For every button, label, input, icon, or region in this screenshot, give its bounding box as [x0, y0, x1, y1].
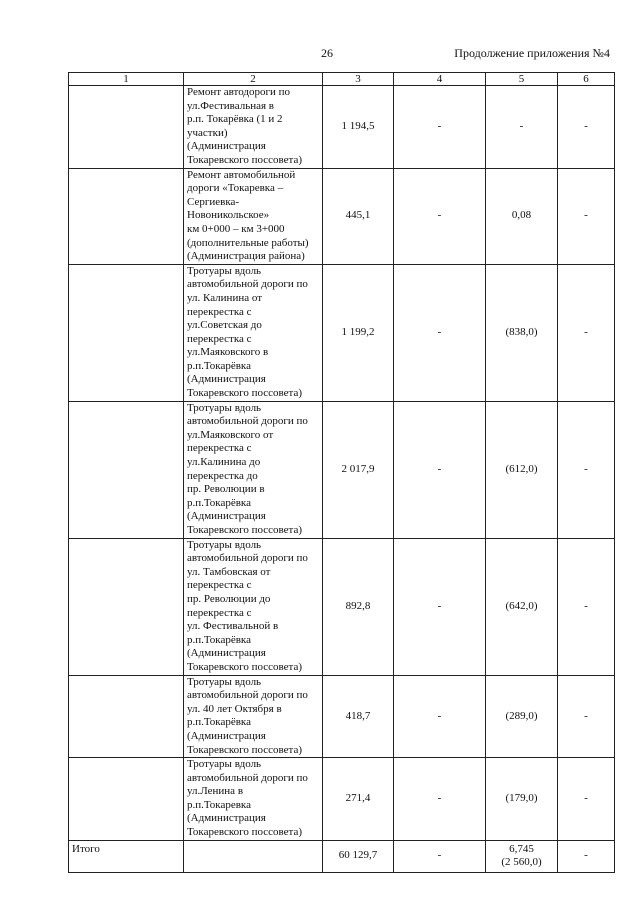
row-description — [184, 758, 323, 841]
row-value-c3: 271,4 — [323, 758, 394, 841]
row-value-c5: 0,08 — [486, 168, 558, 264]
row-value-c6: - — [558, 758, 615, 841]
table-row — [69, 264, 615, 401]
table-row — [69, 168, 615, 264]
table-row — [69, 758, 615, 841]
row-value-c6: - — [558, 264, 615, 401]
description-line: автомобильной дороги по — [187, 771, 308, 784]
table-body — [69, 86, 615, 841]
row-value-c3: 1 194,5 — [323, 86, 394, 169]
description-line: автомобильной дороги по — [187, 552, 308, 565]
column-header-1: 1 — [69, 73, 184, 86]
row-value-c4: - — [394, 264, 486, 401]
description-line: Новоникольское» — [187, 209, 270, 222]
total-column-6: - — [558, 840, 615, 872]
description-line: Токаревского поссовета) — [187, 153, 303, 166]
description-line: ул.Маяковского в — [187, 346, 269, 359]
description-line: (Администрация — [187, 647, 266, 660]
description-line: р.п.Токаревка — [187, 798, 251, 811]
description-line: перекрестка с — [187, 442, 252, 455]
description-line: Токаревского поссовета) — [187, 387, 303, 400]
description-line: Токаревского поссовета) — [187, 743, 303, 756]
row-value-c3: 418,7 — [323, 675, 394, 758]
column-header-2: 2 — [184, 73, 323, 86]
description-line: ул.Калинина до — [187, 456, 261, 469]
row-description — [184, 538, 323, 675]
description-line: ул. Калинина от — [187, 291, 263, 304]
description-line: (Администрация района) — [187, 250, 305, 263]
description-line: Сергиевка- — [187, 195, 240, 208]
description-line: участки) — [187, 126, 228, 139]
row-value-c6: - — [558, 86, 615, 169]
description-line: (дополнительные работы) — [187, 236, 309, 249]
row-description — [184, 168, 323, 264]
description-line: (Администрация — [187, 812, 266, 825]
description-line: ул. Тамбовская от — [187, 565, 271, 578]
description-line: Ремонт автомобильной — [187, 168, 296, 181]
description-line: перекрестка до — [187, 469, 258, 482]
description-line: (Администрация — [187, 373, 266, 386]
row-empty-cell — [69, 264, 184, 401]
total-column-4: - — [394, 840, 486, 872]
description-line: Тротуары вдоль — [187, 401, 262, 414]
description-line: ул.Советская до — [187, 319, 262, 332]
description-line: перекрестка с — [187, 305, 252, 318]
description-line: Токаревского поссовета) — [187, 660, 303, 673]
description-line: Ремонт автодороги по — [187, 86, 291, 98]
description-line: ул.Фестивальная в — [187, 99, 274, 112]
description-line: (Администрация — [187, 510, 266, 523]
description-line: (Администрация — [187, 140, 266, 153]
table-row — [69, 538, 615, 675]
row-description — [184, 86, 323, 169]
description-line: пр. Революции в — [187, 483, 265, 496]
table-row — [69, 675, 615, 758]
row-description — [184, 264, 323, 401]
description-line: ул. Фестивальной в — [187, 620, 279, 633]
row-description — [184, 401, 323, 538]
column-header-3: 3 — [323, 73, 394, 86]
row-value-c6: - — [558, 401, 615, 538]
description-line: р.п. Токарёвка (1 и 2 — [187, 113, 283, 126]
description-line: перекрестка с — [187, 606, 252, 619]
row-value-c5: - — [486, 86, 558, 169]
description-line: р.п.Токарёвка — [187, 359, 251, 372]
description-line: ул. 40 лет Октября в — [187, 702, 282, 715]
total-row — [69, 840, 615, 872]
row-value-c3: 445,1 — [323, 168, 394, 264]
appendix-continuation-note: Продолжение приложения №4 — [454, 46, 610, 60]
row-value-c4: - — [394, 86, 486, 169]
row-empty-cell — [69, 401, 184, 538]
row-value-c5: (642,0) — [486, 538, 558, 675]
description-line: Тротуары вдоль — [187, 758, 262, 771]
description-line: Тротуары вдоль — [187, 264, 262, 277]
row-value-c5: (179,0) — [486, 758, 558, 841]
description-line: автомобильной дороги по — [187, 415, 308, 428]
total-label: Итого — [69, 840, 184, 872]
row-empty-cell — [69, 538, 184, 675]
description-line: ул.Ленина в — [187, 785, 244, 798]
description-line: км 0+000 – км 3+000 — [187, 222, 285, 235]
table-row — [69, 86, 615, 169]
row-value-c4: - — [394, 401, 486, 538]
row-empty-cell — [69, 675, 184, 758]
description-line: дороги «Токаревка – — [187, 182, 284, 195]
total-column-5 — [486, 840, 558, 872]
total-column-5-line-1: 6,745 — [509, 843, 534, 856]
description-line: Тротуары вдоль — [187, 538, 262, 551]
row-value-c5: (289,0) — [486, 675, 558, 758]
description-line: ул.Маяковского от — [187, 428, 274, 441]
description-line: Тротуары вдоль — [187, 675, 262, 688]
description-line: автомобильной дороги по — [187, 689, 308, 702]
description-line: р.п.Токарёвка — [187, 496, 251, 509]
row-value-c5: (838,0) — [486, 264, 558, 401]
total-column-5-line-2: (2 560,0) — [501, 856, 542, 869]
column-number-row — [69, 73, 615, 86]
row-value-c3: 1 199,2 — [323, 264, 394, 401]
description-line: р.п.Токарёвка — [187, 716, 251, 729]
description-line: (Администрация — [187, 729, 266, 742]
row-empty-cell — [69, 86, 184, 169]
page-number: 26 — [321, 46, 333, 60]
row-empty-cell — [69, 168, 184, 264]
description-line: пр. Революции до — [187, 592, 271, 605]
row-value-c4: - — [394, 168, 486, 264]
row-value-c6: - — [558, 168, 615, 264]
total-empty-cell — [184, 840, 323, 872]
total-column-3: 60 129,7 — [323, 840, 394, 872]
row-value-c5: (612,0) — [486, 401, 558, 538]
row-description — [184, 675, 323, 758]
table-row — [69, 401, 615, 538]
description-line: Токаревского поссовета) — [187, 826, 303, 839]
description-line: перекрестка с — [187, 332, 252, 345]
description-line: р.п.Токарёвка — [187, 633, 251, 646]
column-header-4: 4 — [394, 73, 486, 86]
row-value-c4: - — [394, 675, 486, 758]
row-value-c3: 2 017,9 — [323, 401, 394, 538]
description-line: Токаревского поссовета) — [187, 524, 303, 536]
row-value-c3: 892,8 — [323, 538, 394, 675]
row-value-c6: - — [558, 538, 615, 675]
row-value-c4: - — [394, 758, 486, 841]
budget-table — [68, 72, 615, 873]
row-value-c6: - — [558, 675, 615, 758]
description-line: автомобильной дороги по — [187, 278, 308, 291]
description-line: перекрестка с — [187, 579, 252, 592]
row-empty-cell — [69, 758, 184, 841]
column-header-5: 5 — [486, 73, 558, 86]
column-header-6: 6 — [558, 73, 615, 86]
row-value-c4: - — [394, 538, 486, 675]
